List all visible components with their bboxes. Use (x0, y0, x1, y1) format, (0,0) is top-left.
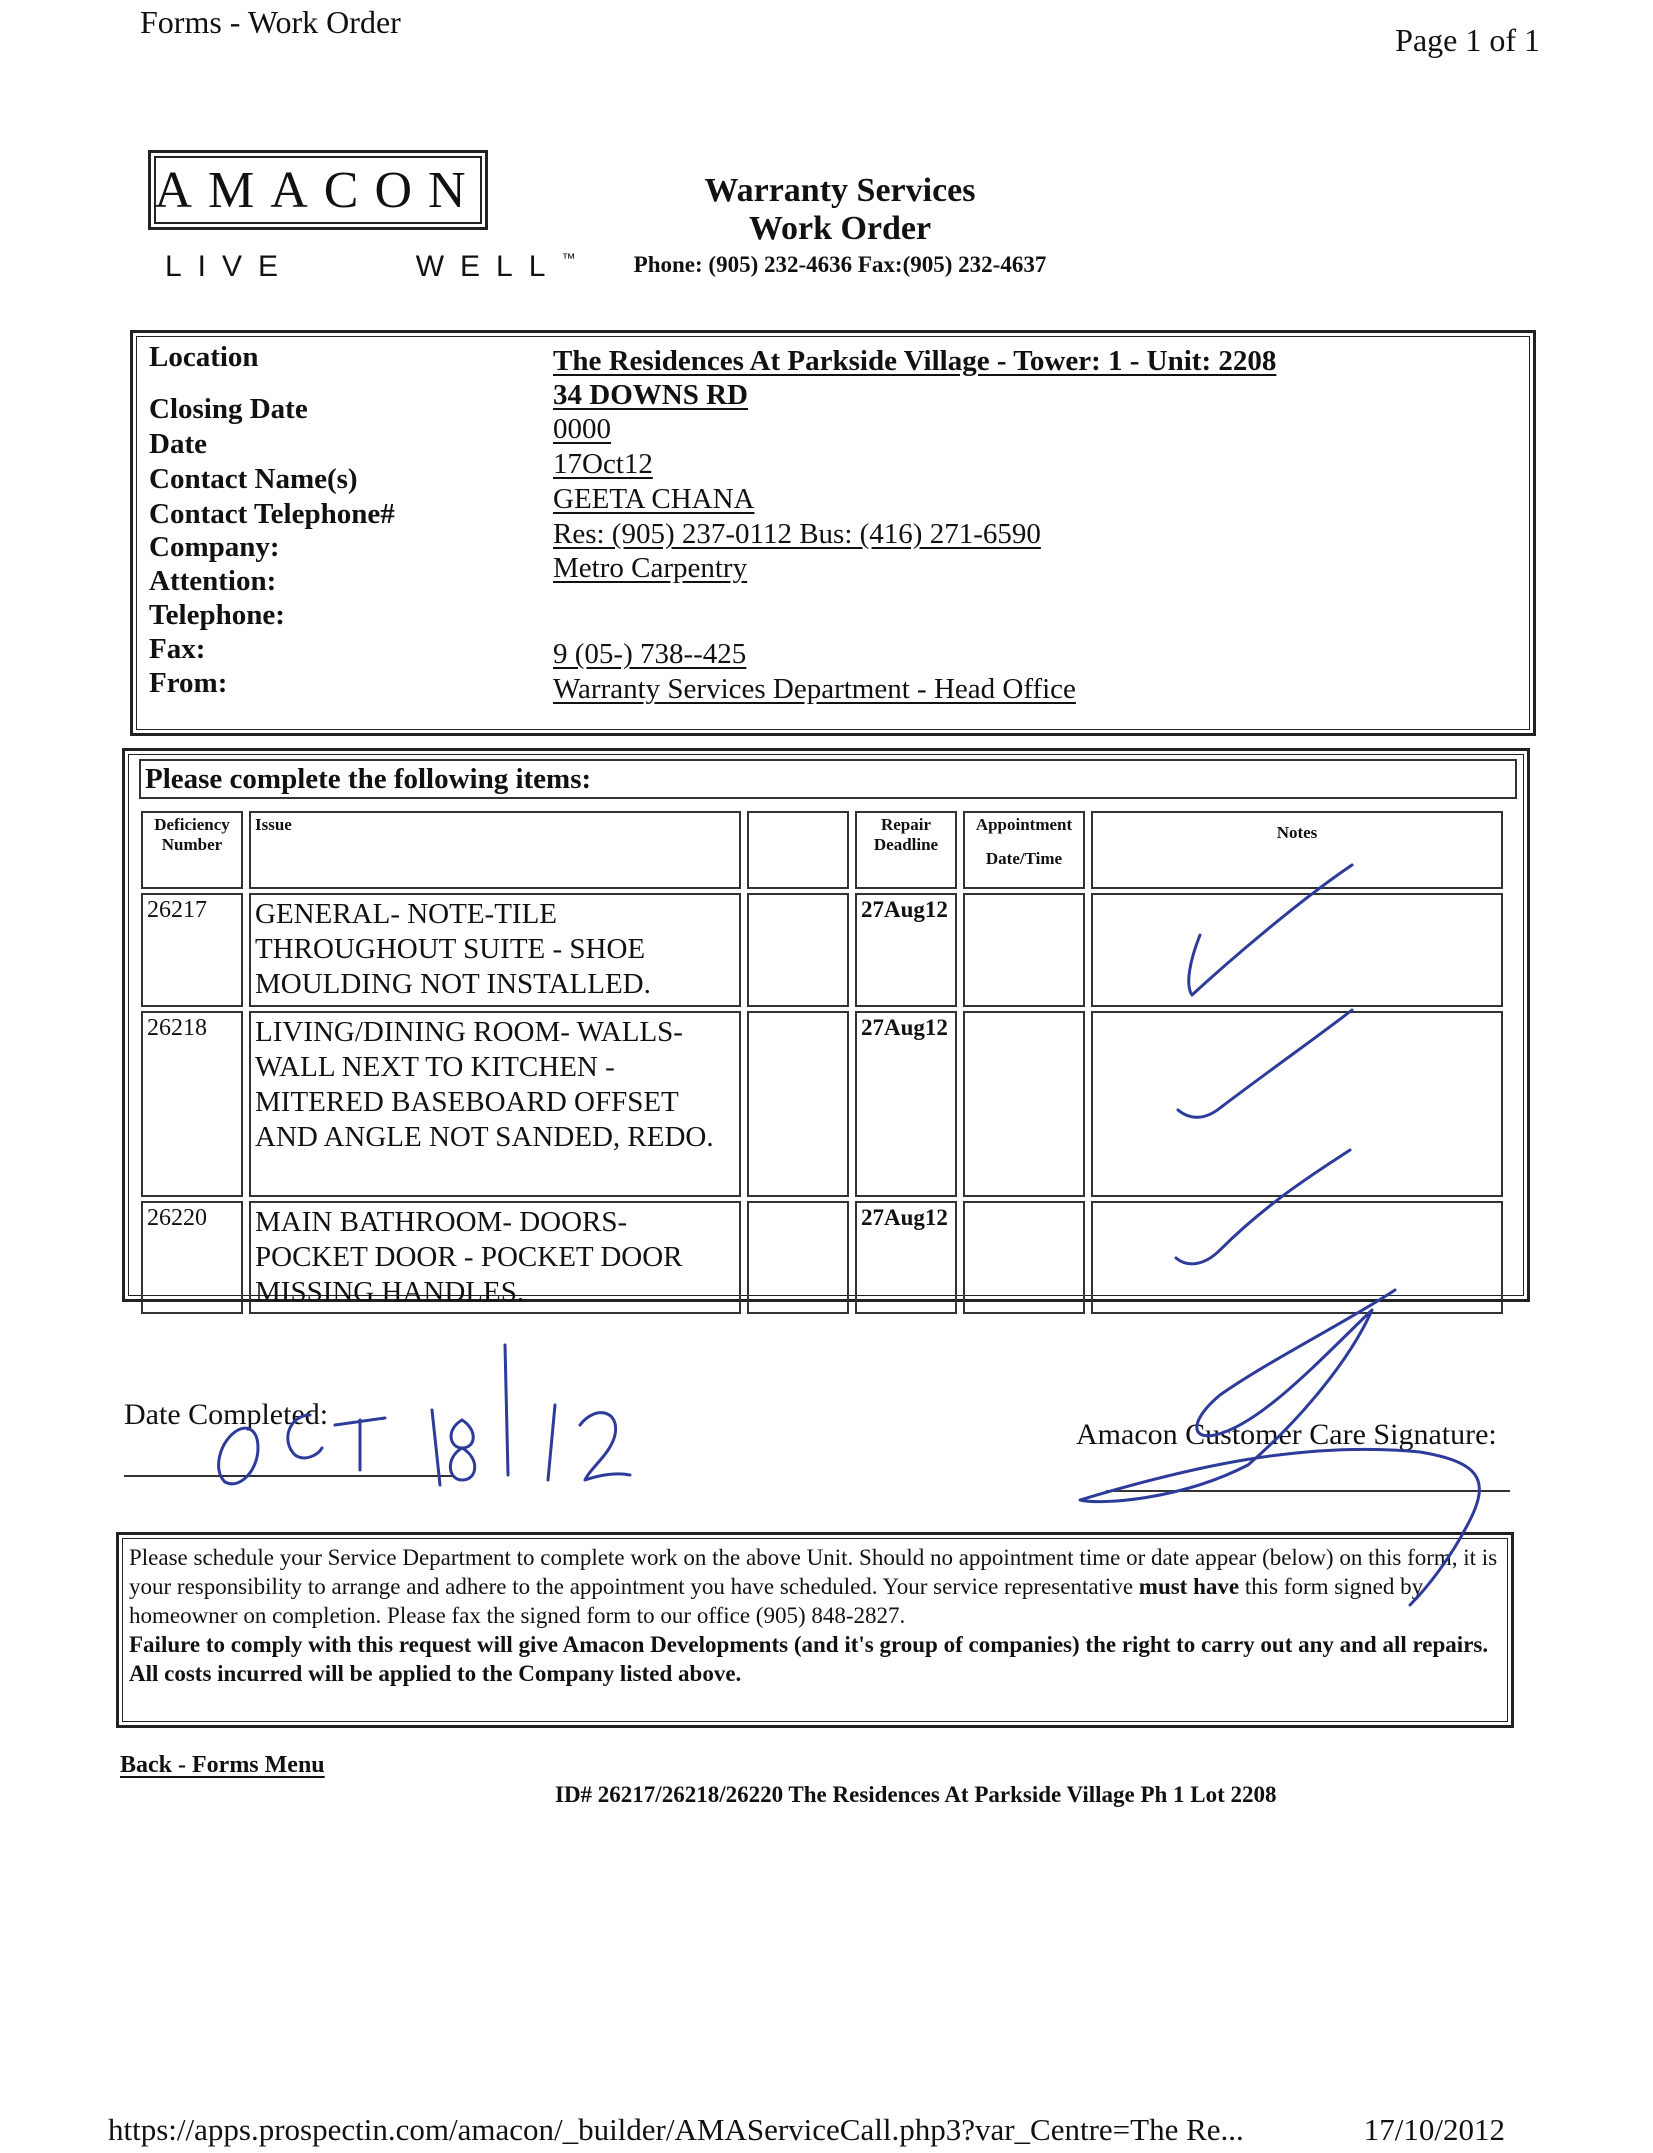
back-forms-menu-link[interactable]: Back - Forms Menu (120, 1752, 325, 1778)
trademark: ™ (561, 250, 576, 266)
table-header-row (141, 811, 1503, 889)
deficiency-items (122, 748, 1530, 1308)
row-1-blank (747, 893, 849, 1007)
col-notes-label: Notes (1276, 823, 1318, 842)
logo-brand: AMACON (154, 162, 482, 219)
notice-must: must (1138, 1574, 1188, 1599)
label-fax: Fax: (149, 633, 206, 665)
notice-paragraph-1: Please schedule your Service Department to complete work on the above Unit. Should no appointment time or date appear (below) on this form, it is your responsibility to arrange and adhere to the appointment you have scheduled. Your service representative (129, 1545, 1498, 1599)
label-attention: Attention: (149, 565, 277, 597)
label-location: Location (149, 341, 259, 373)
row-2-deadline: 27Aug12 (855, 1011, 957, 1197)
label-contact-telephone: Contact Telephone# (149, 498, 395, 530)
items-heading: Please complete the following items: (139, 759, 1517, 799)
col-appointment (963, 811, 1085, 889)
label-telephone: Telephone: (149, 599, 285, 631)
signature-line (1106, 1490, 1510, 1492)
tagline-word-2: WELL (415, 250, 562, 283)
page-url: https://apps.prospectin.com/amacon/_builder/AMAServiceCall.php3?var_Centre=The Re... (108, 2112, 1244, 2147)
notice-have: have (1193, 1574, 1240, 1599)
amacon-logo (148, 150, 488, 230)
label-company: Company: (149, 531, 280, 563)
row-3-blank (747, 1201, 849, 1314)
table-row (141, 1011, 1503, 1197)
logo-tagline (165, 250, 575, 284)
label-date: Date (149, 428, 207, 460)
deficiency-table (135, 807, 1509, 1318)
date-value: 17Oct12 (553, 448, 653, 480)
row-1-notes (1091, 893, 1503, 1007)
col-issue: Issue (255, 815, 292, 834)
contact-telephone-value: Res: (905) 237-0112 Bus: (416) 271-6590 (553, 518, 1041, 550)
label-closing-date: Closing Date (149, 393, 308, 425)
table-row (141, 1201, 1503, 1314)
row-3-number: 26220 (141, 1201, 243, 1314)
location-line-2: 34 DOWNS RD (553, 379, 748, 411)
row-3-notes (1091, 1201, 1503, 1314)
col-appointment-datetime: Date/Time (985, 849, 1063, 868)
contact-phone-fax: Phone: (905) 232-4636 Fax:(905) 232-4637 (633, 252, 1047, 277)
location-line-1: The Residences At Parkside Village - Tower: 1 - Unit: 2208 (553, 345, 1277, 377)
notice-box (116, 1532, 1514, 1728)
date-completed-line (124, 1475, 454, 1477)
col-appointment-label: Appointment (975, 815, 1073, 834)
form-title: Warranty Services (704, 172, 976, 209)
row-2-number: 26218 (141, 1011, 243, 1197)
row-1-number: 26217 (141, 893, 243, 1007)
form-subtitle: Work Order (748, 210, 932, 247)
col-repair-deadline: Repair Deadline (855, 811, 957, 889)
notice-paragraph-2: this form signed by homeowner on completion. Please fax the signed form to our office (905) 848-2827. (129, 1574, 1424, 1628)
col-notes (1091, 811, 1503, 889)
page-count: Page 1 of 1 (1395, 22, 1540, 58)
fax-value: 9 (05-) 738--425 (553, 638, 747, 670)
col-blank (747, 811, 849, 889)
contact-name-value: GEETA CHANA (553, 483, 755, 515)
label-from: From: (149, 667, 228, 699)
work-order-id: ID# 26217/26218/26220 The Residences At Parkside Village Ph 1 Lot 2208 (555, 1782, 1277, 1807)
from-value: Warranty Services Department - Head Office (553, 673, 1076, 705)
row-3-deadline: 27Aug12 (855, 1201, 957, 1314)
row-2-appointment (963, 1011, 1085, 1197)
row-2-blank (747, 1011, 849, 1197)
col-deficiency-number: Deficiency Number (141, 811, 243, 889)
closing-date-value: 0000 (553, 413, 611, 445)
table-row (141, 893, 1503, 1007)
tagline-word-1: LIVE (165, 250, 295, 283)
row-3-appointment (963, 1201, 1085, 1314)
row-1-issue: GENERAL- NOTE-TILE THROUGHOUT SUITE - SHOE MOULDING NOT INSTALLED. (249, 893, 741, 1007)
date-completed-label: Date Completed: (124, 1398, 329, 1431)
work-order-info (130, 330, 1536, 736)
print-date: 17/10/2012 (1363, 2112, 1505, 2147)
notice-text (129, 1543, 1504, 1688)
page-header-title: Forms - Work Order (140, 4, 401, 40)
row-2-notes (1091, 1011, 1503, 1197)
notice-paragraph-3: Failure to comply with this request will give Amacon Developments (and it's group of companies) the right to carry out any and all repairs. All costs incurred will be applied to the Company listed above. (129, 1632, 1489, 1686)
signature-label: Amacon Customer Care Signature: (1076, 1418, 1497, 1451)
row-3-issue: MAIN BATHROOM- DOORS- POCKET DOOR - POCKET DOOR MISSING HANDLES. (249, 1201, 741, 1314)
label-contact-name: Contact Name(s) (149, 463, 358, 495)
row-2-issue: LIVING/DINING ROOM- WALLS- WALL NEXT TO KITCHEN - MITERED BASEBOARD OFFSET AND ANGLE NOT SANDED, REDO. (249, 1011, 741, 1197)
company-value: Metro Carpentry (553, 552, 748, 584)
row-1-deadline: 27Aug12 (855, 893, 957, 1007)
row-1-appointment (963, 893, 1085, 1007)
